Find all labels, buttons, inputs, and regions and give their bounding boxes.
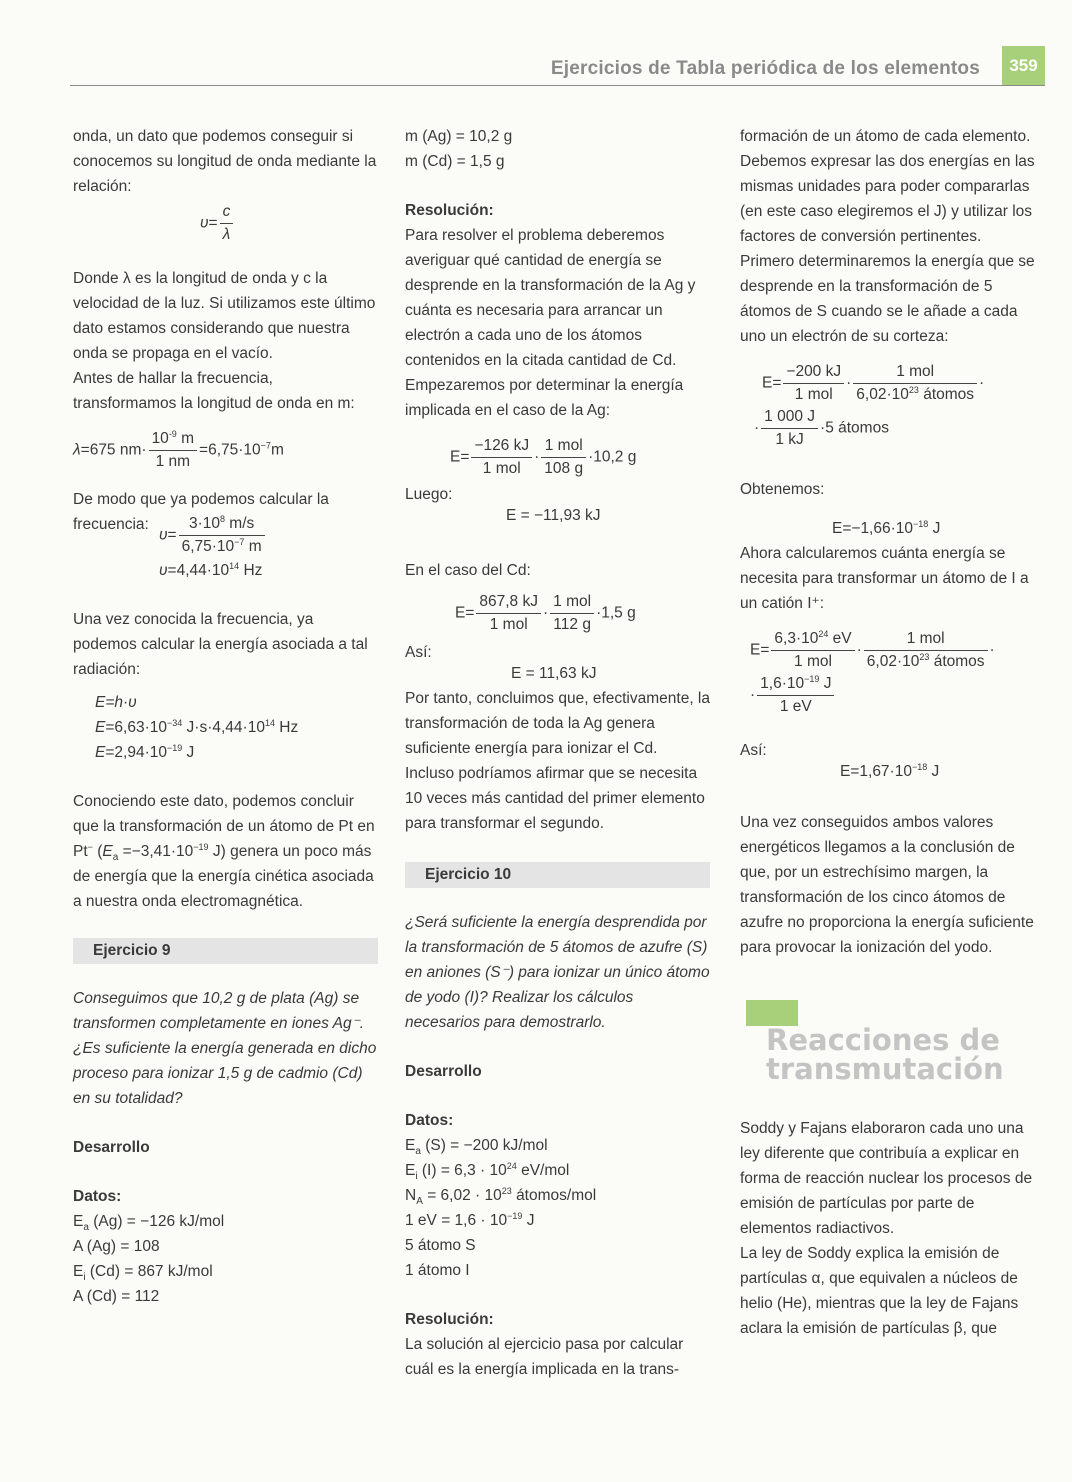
page-number: 359: [1002, 46, 1045, 86]
exercise-10-statement: ¿Será suficiente la energía desprendida por la transformación de 5 átomos de azufre (S) en aniones (S⁻) para ionizar un único átomo de yodo (I)? Realizar los cálculos necesarios para demostrarlo.: [405, 914, 710, 1031]
section-heading: [746, 994, 1045, 1084]
equation-i-result: $E=1,67\cdot 10^{-18}$ J: [840, 761, 940, 780]
data-line: 1 átomo I: [405, 1262, 470, 1279]
equation-i-energy-line1: E= $\frac{6,3\cdot 10^{24} eV}{\text{1 mol}}$ · $\frac{\text{1 mol}}{6,02\cdot 10^{23} átomos}$ ·: [750, 628, 995, 670]
datos-heading: Datos:: [405, 1112, 454, 1129]
paragraph: Para resolver el problema deberemos averiguar qué cantidad de energía se desprende en la transformación de la Ag y cuánta es necesaria para arrancar un electrón a cada uno de los átomos contenidos en la citada cantidad de Cd.: [405, 227, 696, 369]
data-line: 5 átomo S: [405, 1237, 476, 1254]
paragraph: Una vez conseguidos ambos valores energéticos llegamos a la conclusión de que, por un estrechísimo margen, la transformación de los cinco átomos de azufre no proporciona la energía suficiente para provocar la ionización del yodo.: [740, 814, 1034, 956]
paragraph: Empezaremos por determinar la energía implicada en el caso de la Ag:: [405, 377, 684, 419]
equation-energy-result: $E=2,94\cdot 10^{-19}$ J: [95, 742, 195, 761]
paragraph: Donde λ es la longitud de onda y c la velocidad de la luz. Si utilizamos este último dato estamos considerando que nuestra onda se propaga en el vacío.: [73, 270, 376, 362]
equation-wavelength: λ=675 nm· $\frac{10^{-9} m}{1 nm}$ $=6,75\cdot 10^{-7}m$: [73, 428, 284, 470]
luego-label: Luego:: [405, 486, 453, 503]
equation-frequency: υ= $\frac{3\cdot 10^8 m/s}{6,75\cdot 10^{-7} m}$: [73, 513, 378, 558]
equation-frequency-result: $\upsilon=4,44\cdot 10^{14}$ Hz: [159, 560, 263, 579]
equation-energy-value: $E=6,63\cdot 10^{-34}$ $J\cdot s\cdot 4,44\cdot 10^{14}$ Hz: [95, 717, 299, 736]
paragraph: La solución al ejercicio pasa por calcular cuál es la energía implicada en la trans-: [405, 1336, 684, 1378]
paragraph: Ahora calcularemos cuánta energía se necesita para transformar un átomo de I a un catión I⁺:: [740, 545, 1029, 612]
exercise-10-heading: Ejercicio 10: [405, 862, 710, 888]
paragraph: Una vez conocida la frecuencia, ya podemos calcular la energía asociada a tal radiación:: [73, 611, 368, 678]
equation-cd-energy: E= $\frac{867,8 kJ}{\text{1 mol}}$ · $\frac{\text{1 mol}}{112 g}$ ·1,5 g: [455, 593, 636, 633]
datos-heading: Datos:: [73, 1188, 122, 1205]
paragraph: onda, un dato que podemos conseguir si conocemos su longitud de onda mediante la relación:: [73, 128, 377, 195]
obtenemos-label: Obtenemos:: [740, 481, 825, 498]
data-line: $E_a$ (S) = −200 kJ/mol: [405, 1137, 548, 1158]
paragraph: Antes de hallar la frecuencia, transformamos la longitud de onda en m:: [73, 370, 355, 412]
asi-label: Así:: [405, 644, 432, 661]
desarrollo-heading: Desarrollo: [73, 1139, 150, 1156]
paragraph: La ley de Soddy explica la emisión de partículas α, que equivalen a núcleos de helio (He), mientras que la ley de Fajans aclara la emisión de partículas β, que: [740, 1245, 1019, 1337]
data-line: $E_i$ (Cd) = 867 kJ/mol: [73, 1263, 213, 1284]
data-line: A (Ag) = 108: [73, 1238, 160, 1255]
asi-label: Así:: [740, 742, 767, 759]
data-line: $E_a$ (Ag) = −126 kJ/mol: [73, 1213, 225, 1234]
equation-s-energy-line1: E= $\frac{-200 kJ}{\text{1 mol}}$ · $\frac{\text{1 mol}}{6,02\cdot 10^{23} átomos}$ ·: [762, 363, 985, 403]
data-line: $E_i$ $(I) = 6,3 \cdot 10^{24}$ eV/mol: [405, 1160, 570, 1183]
data-line: m (Cd) = 1,5 g: [405, 153, 505, 170]
exercise-9-statement: Conseguimos que 10,2 g de plata (Ag) se transformen completamente en iones Ag⁻. ¿Es suficiente la energía generada en dicho proceso para ionizar 1,5 g de cadmio (Cd) en su totalidad?: [73, 990, 377, 1107]
paragraph: Primero determinaremos la energía que se desprende en la transformación de 5 átomos de S cuando se le añade a cada uno un electrón de su corteza:: [740, 253, 1035, 345]
data-line: 1 eV = $1,6 \cdot 10^{-19}$ J: [405, 1210, 535, 1229]
paragraph: De modo que ya podemos calcular la frecuencia:: [73, 491, 329, 533]
equation-s-result: $E=-1,66\cdot 10^{-18}$ J: [832, 518, 941, 537]
paragraph: formación de un átomo de cada elemento. Debemos expresar las dos energías en las mismas unidades para poder compararlas (en este caso elegiremos el J) y utilizar los factores de conversión pertinentes.: [740, 128, 1035, 245]
data-line: $N_A = 6,02 \cdot 10^{23}$ átomos/mol: [405, 1185, 597, 1208]
paragraph: Conociendo este dato, podemos concluir que la transformación de un átomo de Pt en Pt− ($E_a =-3,41\cdot 10^{-19}$ J) genera un poco más de energía que la energía cinética asociada a nuestra onda electromagnética.: [73, 793, 375, 910]
header-rule: [70, 85, 1045, 86]
equation-i-energy-line2: · $\frac{1,6\cdot 10^{-19} J}{1 eV}$: [740, 673, 1045, 718]
paragraph: Por tanto, concluimos que, efectivamente, la transformación de toda la Ag genera suficiente energía para ionizar el Cd. Incluso podríamos afirmar que se necesita 10 veces más cantidad del primer elemento para transformar el segundo.: [405, 690, 710, 832]
equation-ag-energy: E= $\frac{-126 kJ}{\text{1 mol}}$ · $\frac{\text{1 mol}}{108 g}$ ·10,2 g: [450, 437, 637, 477]
desarrollo-heading: Desarrollo: [405, 1063, 482, 1080]
page-header-title: Ejercicios de Tabla periódica de los elementos: [550, 58, 980, 79]
data-line: m (Ag) = 10,2 g: [405, 128, 513, 145]
equation-frequency-relation: υ= $\frac{c}{\lambda}$: [73, 201, 378, 246]
resolucion-heading: Resolución:: [405, 202, 494, 219]
data-line: A (Cd) = 112: [73, 1288, 160, 1305]
column-3: [740, 124, 1045, 1341]
equation-ag-result: E = −11,93 kJ: [506, 507, 601, 524]
paragraph: Soddy y Fajans elaboraron cada uno una ley diferente que contribuía a explicar en forma de reacción nuclear los procesos de emisión de partículas por parte de elementos radiactivos.: [740, 1120, 1033, 1237]
equation-cd-result: E = 11,63 kJ: [511, 665, 597, 682]
exercise-9-heading: Ejercicio 9: [73, 938, 378, 964]
section-title: Reacciones de transmutación: [766, 1023, 1004, 1086]
equation-energy: E=h·υ: [95, 694, 137, 711]
equation-s-energy-line2: · $\frac{1 000 J}{1 kJ}$ ·5 átomos: [754, 408, 889, 448]
column-1: [73, 124, 378, 1309]
column-2: [405, 124, 710, 1382]
paragraph: En el caso del Cd:: [405, 562, 531, 579]
resolucion-heading: Resolución:: [405, 1311, 494, 1328]
